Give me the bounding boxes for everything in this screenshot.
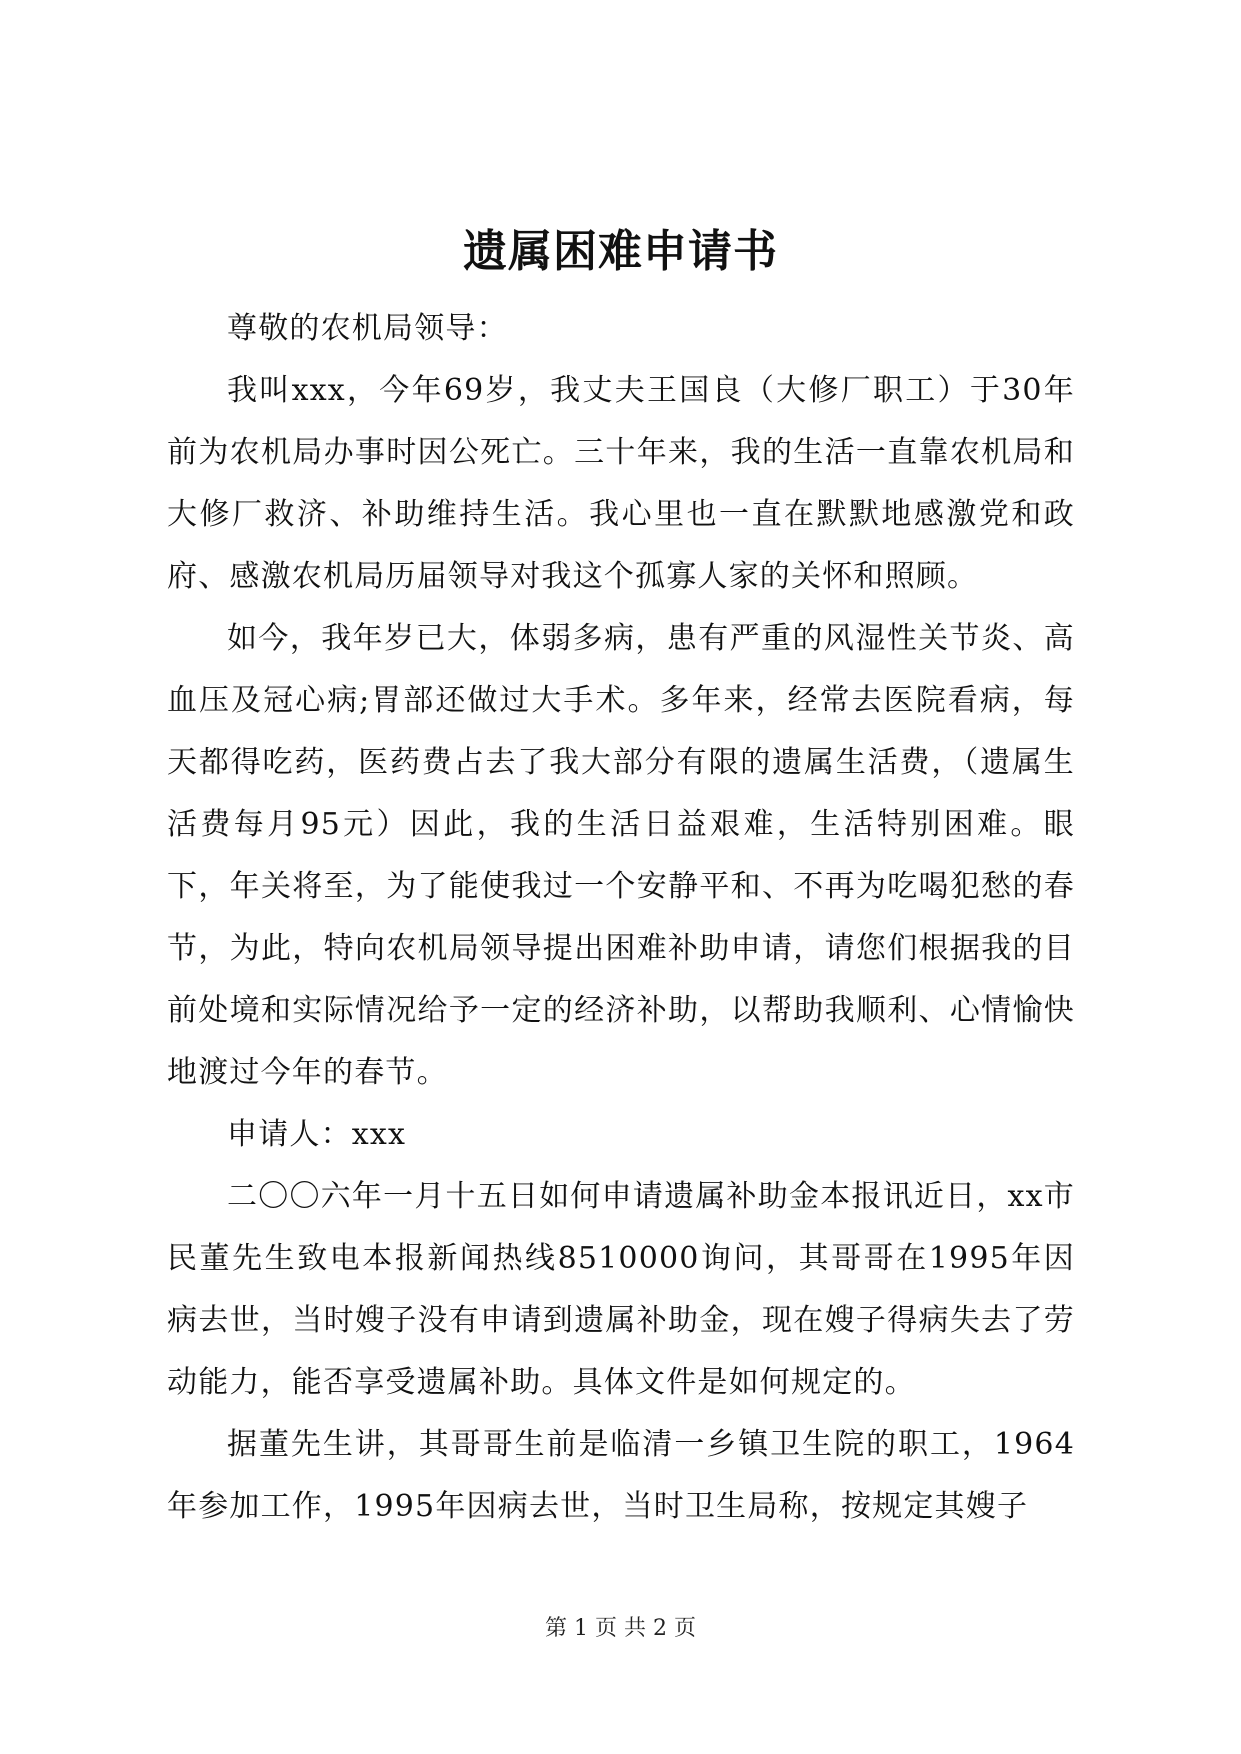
body-paragraph: 如今，我年岁已大，体弱多病，患有严重的风湿性关节炎、高血压及冠心病;胃部还做过大手术。多年来，经常去医院看病，每天都得吃药，医药费占去了我大部分有限的遗属生活费，（遗属生活费每月95元）因此，我的生活日益艰难，生活特别困难。眼下，年关将至，为了能使我过一个安静平和、不再为吃喝犯愁的春节，为此，特向农机局领导提出困难补助申请，请您们根据我的目前处境和实际情况给予一定的经济补助，以帮助我顺利、心情愉快地渡过今年的春节。 xyxy=(167,621,1075,1090)
document-title: 遗属困难申请书 xyxy=(463,226,778,277)
document-body xyxy=(167,298,1075,1538)
body-paragraph: 二〇〇六年一月十五日如何申请遗属补助金本报讯近日，xx市民董先生致电本报新闻热线8510000询问，其哥哥在1995年因病去世，当时嫂子没有申请到遗属补助金，现在嫂子得病失去了劳动能力，能否享受遗属补助。具体文件是如何规定的。 xyxy=(167,1179,1075,1400)
page-number-footer: 第 1 页 共 2 页 xyxy=(545,1616,696,1641)
salutation-paragraph: 尊敬的农机局领导： xyxy=(227,311,508,346)
body-paragraph: 我叫xxx，今年69岁，我丈夫王国良（大修厂职工）于30年前为农机局办事时因公死亡。三十年来，我的生活一直靠农机局和大修厂救济、补助维持生活。我心里也一直在默默地感激党和政府、感激农机局历届领导对我这个孤寡人家的关怀和照顾。 xyxy=(167,373,1075,594)
applicant-line: 申请人：xxx xyxy=(227,1117,407,1152)
body-paragraph: 据董先生讲，其哥哥生前是临清一乡镇卫生院的职工，1964年参加工作，1995年因病去世，当时卫生局称，按规定其嫂子 xyxy=(167,1427,1075,1524)
